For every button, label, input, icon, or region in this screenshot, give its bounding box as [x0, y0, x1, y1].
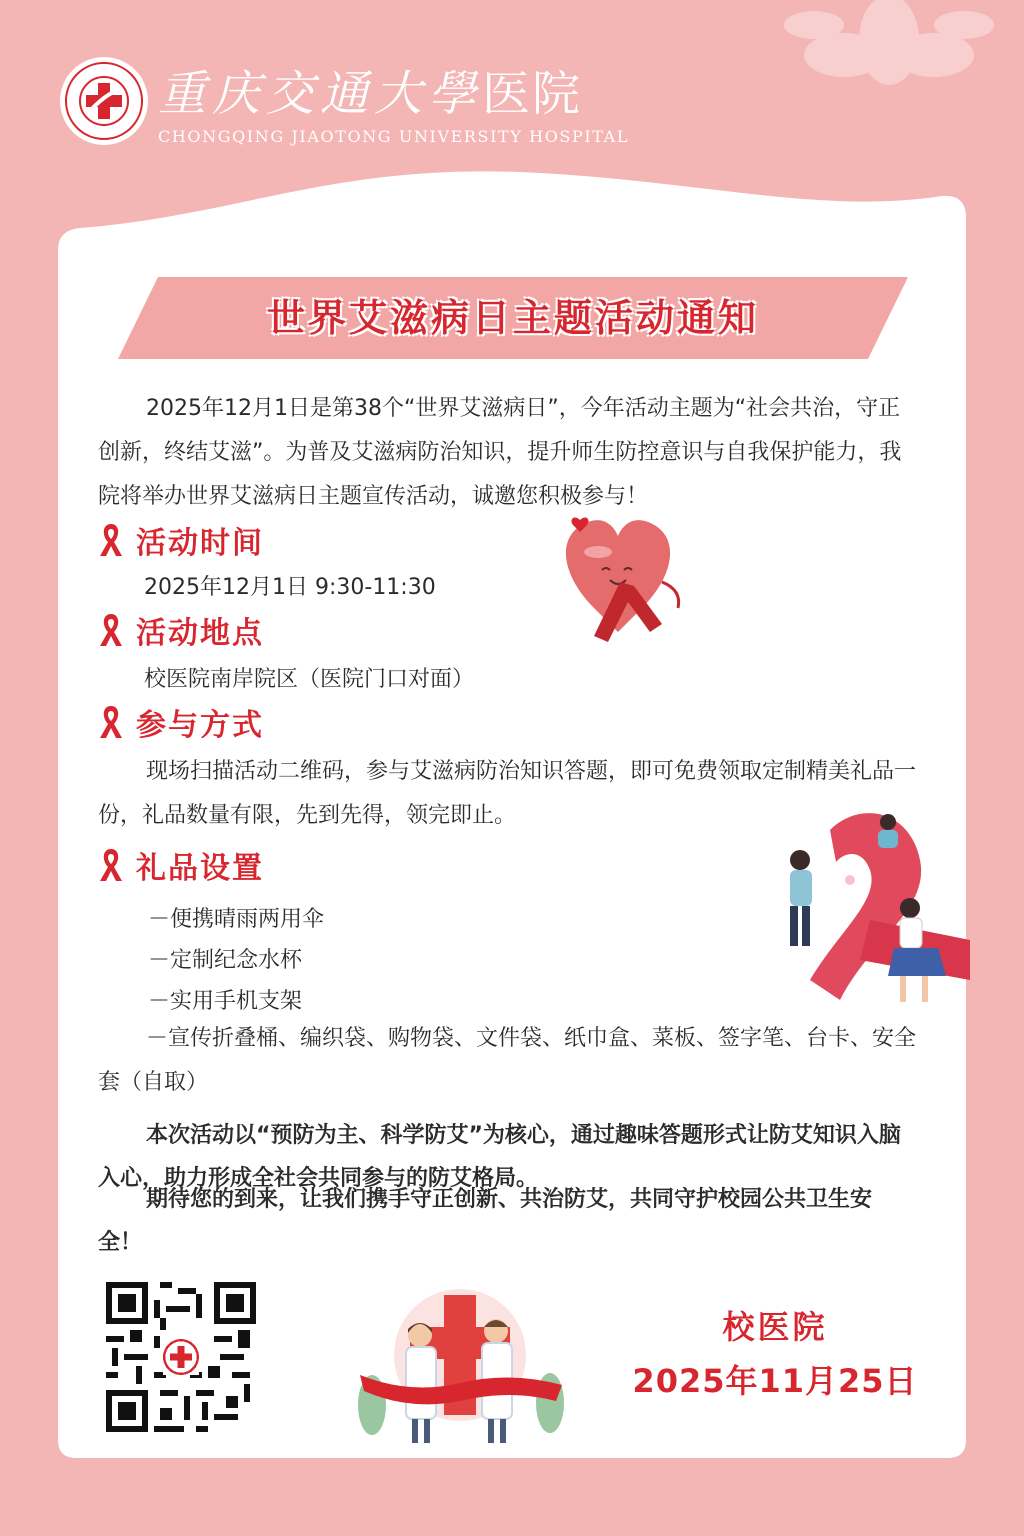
brand-english-name: CHONGQING JIAOTONG UNIVERSITY HOSPITAL — [158, 127, 630, 146]
notice-title: 世界艾滋病日主题活动通知 — [266, 296, 759, 340]
red-ribbon-icon — [96, 612, 126, 648]
activity-qr-code[interactable] — [106, 1282, 256, 1432]
red-ribbon-icon — [96, 847, 126, 883]
brand-cn-main: 重庆交通大學 — [158, 66, 483, 122]
signature-date: 2025年11月25日 — [632, 1362, 918, 1400]
intro-paragraph: 2025年12月1日是第38个“世界艾滋病日”，今年活动主题为“社会共治，守正创新，终结艾滋”。为普及艾滋病防治知识，提升师生防控意识与自我保护能力，我院将举办世界艾滋病日主题宣传活动，诚邀您积极参与！ — [98, 396, 902, 509]
signature-organization: 校医院 — [722, 1308, 828, 1346]
section-time-header — [96, 518, 264, 562]
red-ribbon-icon — [96, 522, 126, 558]
gift-item: －宣传折叠桶、编织袋、购物袋、文件袋、纸巾盒、菜板、签字笔、台卡、安全套（自取） — [98, 1026, 917, 1095]
closing-paragraph-1: 本次活动以“预防为主、科学防艾”为核心，通过趣味答题形式让防艾知识入脑入心，助力形成全社会共同参与的防艾格局。 — [98, 1123, 901, 1191]
red-ribbon-icon — [96, 704, 126, 740]
brand-cn-suffix: 医院 — [482, 66, 583, 122]
section-place-title: 活动地点 — [136, 616, 264, 651]
volunteers-ribbon-illustration — [770, 800, 970, 1020]
section-place-header — [96, 608, 264, 652]
heart-ribbon-illustration — [522, 512, 702, 652]
section-gifts-title: 礼品设置 — [136, 851, 264, 886]
gift-item: －便携晴雨两用伞 — [148, 907, 325, 932]
gift-item: －定制纪念水杯 — [148, 948, 303, 973]
section-time-content: 2025年12月1日 9:30-11:30 — [144, 575, 436, 600]
section-method-content: 现场扫描活动二维码，参与艾滋病防治知识答题，即可免费领取定制精美礼品一份，礼品数量有限，先到先得，领完即止。 — [98, 759, 917, 828]
section-method-header — [96, 700, 264, 744]
gift-item: －实用手机支架 — [148, 989, 303, 1014]
section-place-content: 校医院南岸院区（医院门口对面） — [144, 667, 475, 692]
section-method-title: 参与方式 — [136, 708, 264, 743]
section-time-title: 活动时间 — [136, 526, 264, 561]
closing-paragraph-2: 期待您的到来，让我们携手守正创新、共治防艾，共同守护校园公共卫生安全！ — [98, 1187, 873, 1255]
doctors-illustration — [350, 1285, 570, 1455]
section-gifts-header — [96, 843, 264, 887]
